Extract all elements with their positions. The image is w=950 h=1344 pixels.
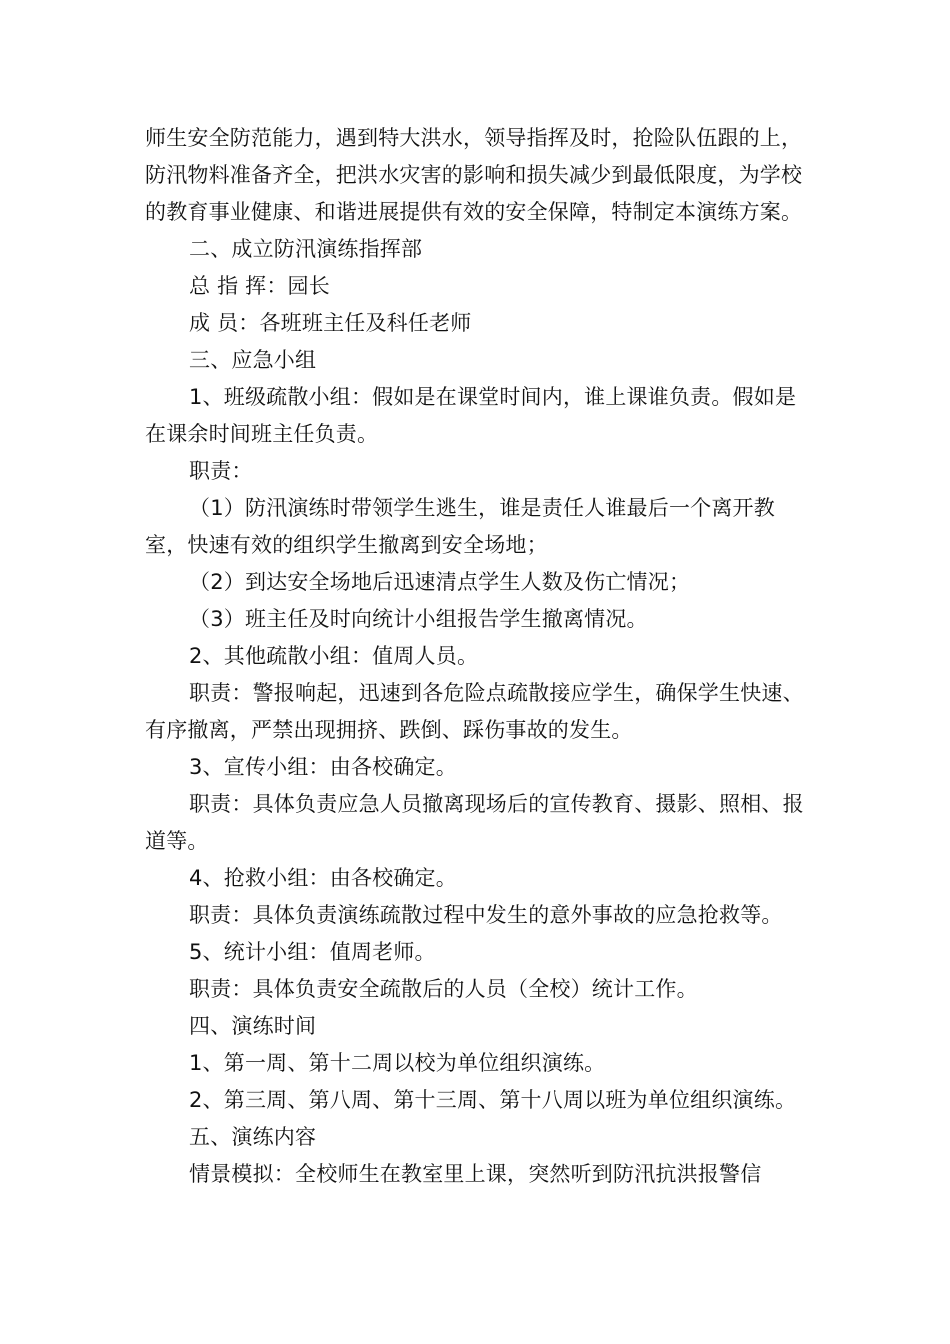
section-heading-emergency-groups: 三、应急小组 [189,348,317,372]
drill-time-item-1: 1、第一周、第十二周以校为单位组织演练。 [189,1051,606,1075]
duties-statistics: 职责：具体负责安全疏散后的人员（全校）统计工作。 [189,977,698,1001]
group-rescue: 4、抢救小组：由各校确定。 [189,866,457,890]
drill-time-item-2: 2、第三周、第八周、第十三周、第十八周以班为单位组织演练。 [189,1088,797,1112]
group-publicity: 3、宣传小组：由各校确定。 [189,755,457,779]
section-heading-drill-content: 五、演练内容 [189,1125,317,1149]
members-line: 成 员：各班班主任及科任老师 [189,311,472,335]
group-class-evacuation: 1、班级疏散小组：假如是在课堂时间内，谁上课谁负责。假如是在课余时间班主任负责。 [145,385,797,446]
duties-other-evacuation: 职责：警报响起，迅速到各危险点疏散接应学生，确保学生快速、有序撤离，严禁出现拥挤、跌倒、踩伤事故的发生。 [145,681,804,742]
paragraph-intro-continuation: 师生安全防范能力，遇到特大洪水，领导指挥及时，抢险队伍跟的上，防汛物料准备齐全，把洪水灾害的影响和损失减少到最低限度，为学校的教育事业健康、和谐进展提供有效的安全保障，特制定本演练方案。 [145,126,803,224]
duties-publicity: 职责：具体负责应急人员撤离现场后的宣传教育、摄影、照相、报道等。 [145,792,804,853]
duties-label: 职责： [189,459,253,483]
scenario-simulation: 情景模拟：全校师生在教室里上课，突然听到防汛抗洪报警信 [189,1162,762,1186]
duty-item-1: （1）防汛演练时带领学生逃生，谁是责任人谁最后一个离开教室，快速有效的组织学生撤离到安全场地； [145,496,775,557]
section-heading-drill-time: 四、演练时间 [189,1014,317,1038]
document-body [145,120,810,1193]
commander-line: 总 指 挥：园长 [189,274,330,298]
section-heading-command: 二、成立防汛演练指挥部 [189,237,423,261]
group-other-evacuation: 2、其他疏散小组：值周人员。 [189,644,479,668]
duty-item-3: （3）班主任及时向统计小组报告学生撤离情况。 [189,607,648,631]
group-statistics: 5、统计小组：值周老师。 [189,940,436,964]
duty-item-2: （2）到达安全场地后迅速清点学生人数及伤亡情况； [189,570,691,594]
duties-rescue: 职责：具体负责演练疏散过程中发生的意外事故的应急抢救等。 [189,903,783,927]
